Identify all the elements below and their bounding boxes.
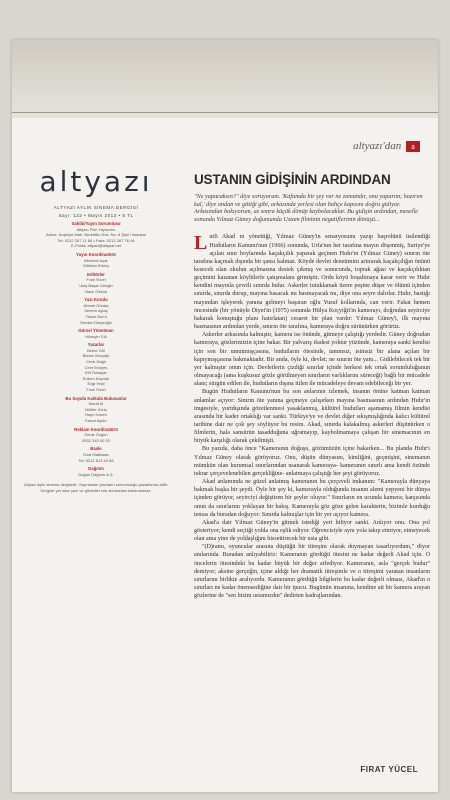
article-paragraph: Bugün Hudutların Kanunu'nun bu son anlarının izlemek, insanın önüne katman katman anlamlar açıyor: Sınırın öte yanına geçmeye çalışırken mayına basmasının ardından Hıdır'ın imgesiyle, yurtdışında gözetlenmesi yasaklanmış, kültürel hudutları aşamamış filmin kendisi arasında bir kader ortaklığı var sanki. Türkiye'ye ve devlet diğer sıkışmışlığında kalıcı kültürel tarihine dair ne çok şey söylüyor bu resim. Akad, sınırda kalakalmış askerleri düşünürken o filmlerin, hala sansürün tasadduğuna uğramayıp, kaybolmamaya çalışan bir sinemacının en büyük karşılığı olarak çekilmişti. — [194, 389, 430, 445]
top-band — [12, 40, 438, 118]
masthead-line: Ezgi Yeşil — [87, 381, 105, 387]
masthead-line: Cenk Dağlı — [86, 359, 106, 365]
logo-subtitle: ALTYAZI AYLIK SİNEMA DERGİSİ — [53, 205, 139, 210]
issue-meta: Sayı: 122 • Mayıs 2012 • 5 TL — [58, 213, 134, 218]
article-paragraph: utfi Akad ın yönettiği, Yılmaz Güney'in senaryosunu yazıp başrolünü üstlendiği Hudutların Kanunu'nun (1966) sonunda, Urfa'nın her tarafına mayın döşenmiş, Suriye'ye açılan sınır boylarında kaçakçılık yaparak geçinen Hıdır'ın (Yılmaz Güney) sınırın öte tarafına kaçmak dışında bir şansı kalmaz. Köyde devlet denetimini artırarak kaçakçılığın önünü kesecek olan okulun açılmasına destek çıkmış ve sonucunda, toprak ağası ve kaçakçılıktan geçimini kazanan köylülerle çatışmalara girmiştir. Ordu köyü boşaltmaya karar verir ve Hıdır kendini mayınla çevrili sınırda bulur. Askerler tutuklamak üzere peşine düşer ve ölümü içinden sınırda, sınırda durup, mayına basacak mı basmayacak mı, diye ona seyre dalırlar. Hıdır, bastığı mayından işleyerek yanına gelmeyi başaran oğlu Yusuf kollarında, can verir. Fakat hemen öncesinde (bir yönüyle Diyet'in (1975) sonunda Hülya Koçyiğit'in kamerayı, doğrudan seyirciye bakarak konuştuğu planı hatırlatan) cesaret bir plan vardır: Yılmaz Güney'i, ilk mayına basmasının ardından yerde, sınırın öte tarafına, kameraya doğru sürünürken görürüz. — [194, 234, 430, 331]
altyazi-logo: altyazı — [39, 165, 153, 198]
masthead-heading: Baskı — [90, 446, 102, 452]
masthead-line: Tel: 0212 267 11 60 • Faks: 0212 267 76 06 — [57, 237, 135, 243]
masthead-line: Adres: Kuştepe Mah. Bedrettin Sok. No: 8 Şişli / İstanbul — [45, 232, 147, 238]
section-label: altyazı'dan — [353, 140, 402, 152]
masthead-line: Berke Göl — [87, 347, 105, 353]
masthead-heading: Reklam Koordinatörü — [74, 426, 118, 432]
article-paragraph: Askerler arkasında kalmıştır, kamera ise önünde, gitmeye çalıştığı yerdedir. Güney doğrudan kameraya, gözlerimizin içine bakar. Bir yalvarış ifadesi yoktur yüzünde, kameraya sanki kendisi için son bir umutmuşçasına, hudutların ötesinde, tanımsız, isimsiz bir alana açılan bir kapıymışçasına bakmaktadır. Bir anda, öyle ki, devlet; ne sınırın öte yanı... Gidilebilecek tek bir yer kalmıştır onun için. Devletlerin çizdiği sınırlar içinde herkesi tek ortak sorumluluğunun olmayacağı (ama kuşkusuz gözle görülmeyen sınırların varlıklarını süreceği) bağlı bir mücadele alanı; sürgün edilen ile, hudutların dışına itilen ile mücadeleye devam edebileceği bir yer. — [194, 332, 430, 388]
magazine-page — [12, 40, 438, 792]
article-lead: "Ne yapacaksın?" diye soruyorum. 'Kafamda bir şey var ne zamandır, onu yaparım; hazırım kal,' diye ondan ve gittiği gibi, arkasında yerlesi olan bahçe kapısını doğru gidiyor. Arkasından bakıyorum, az sonra küçük dönüp kaybolacaklar. Bu gidişin ardından, meselle sonunda Yılmaz Güney doğumunda Ustam filminin negatiflerinin dönüşü... — [194, 193, 423, 223]
article-paragraph: Akad'a dair Yılmaz Güney'in gitmek istediği yeri biliyor sanki. Anlıyor onu. Ona yol gösteriyor; kendi seçtiği yolda ona eşlik ediyor. Öğrencisiyle aynı yola takıp etmiyor, etmeyecek olan ama yine de yoldaşlığını hissettirecek bir usta gibi. — [194, 519, 430, 543]
drop-cap: L — [194, 232, 208, 255]
masthead-line: Elif Özsayar — [85, 370, 107, 376]
masthead-line: Senem Aytaç — [84, 308, 108, 314]
masthead-line: Gökhan Erkılıç — [82, 263, 110, 269]
masthead-heading: Dağıtım — [88, 466, 104, 472]
masthead-line: Doğan Dağıtım A.Ş. — [78, 471, 114, 477]
article-title: USTANIN GİDİŞİNİN ARDINDAN — [194, 172, 391, 187]
masthead-line: 0532 343 00 00 — [82, 437, 110, 443]
masthead-heading: Bu Sayıda Katkıda Bulunanlar — [65, 395, 127, 401]
masthead-heading: Görsel Yönetmen — [78, 328, 114, 334]
masthead-line: Nilüfer Zorlu — [85, 406, 107, 412]
masthead-heading: Yazı Kurulu — [84, 297, 108, 303]
masthead-line: Fırat Yücel — [86, 277, 106, 283]
article — [194, 172, 430, 600]
masthead-line: Berna Gençalp — [82, 353, 110, 359]
masthead-line: E-Posta: altyazi@altyazi.net — [71, 243, 121, 249]
masthead-heading: Editörler — [87, 271, 105, 277]
masthead-line: Kanat Aydın — [85, 418, 107, 423]
masthead-line: Tel: 0212 613 43 88 — [78, 457, 114, 463]
masthead-line: Özal Matbaası — [83, 451, 109, 457]
article-paragraph: Akad anlamında ne güzel anlatmış kameranın bu çerçeveli imkanını: "Kamerayla dünyaya bakmak başka bir şeydi. Öyle bir şey ki, kamerayla olduğunda insanın alemi yepyeni bir dünya içinden görüyor, seyirciyi değiştiren bir şeyler oluyor." Sınırların en ucunda kamera; karşısında onun da sınırlarını yoklayan bir bakış. Kamerayla göz göze gelen karakterin, bizimle kurduğu temas da buradan doğuyor: Sınırda kalmışlar için bir yer açıyor kamera. — [194, 479, 430, 518]
section-header — [353, 140, 420, 152]
masthead-heading: Yazarlar — [87, 342, 105, 348]
masthead-line: Cem Erciyes — [84, 364, 108, 370]
masthead-credits — [20, 221, 172, 477]
masthead-sidebar — [20, 156, 172, 494]
author-name: FIRAT YÜCEL — [360, 765, 418, 774]
masthead-line: Serdar Kökçeoğlu — [80, 319, 112, 325]
masthead-line: Ulaş Başar Gezgin — [79, 282, 113, 288]
masthead-footer: Altyazı aylık sinema dergisidir. Yayınlanan yazıların sorumluluğu yazarlarına aittir. Dergide yer alan yazı ve görseller izin alınmadan kullanılamaz. — [24, 482, 168, 493]
masthead-heading: Sahibi/Yayın Sorumlusu — [71, 221, 121, 226]
section-box: a — [406, 141, 420, 152]
masthead-line: Nazlı Öztürk — [84, 288, 107, 294]
masthead-line: Erdem Kaynak — [82, 375, 110, 381]
masthead-line: Altyazı Film Yayıncılık — [76, 226, 116, 232]
masthead-heading: Yayın Koordinatörü — [76, 251, 116, 257]
article-paragraph: "(D)ramı, oyuncular arasına düştüğü bir titreşim olarak duymayan tasarlıyordum," diyor anılarında. Buradan anlıyabiliriz: Kameranın gördüğü ötesini ne kadar değerli Akad için. O öncelerin ötesindeki bu kadar büyük bir değer atfediyor. Kameranın, asla "gerçek budur" demiyor; aksine gerçeğin, içine aldığı her dramatik titreşimle ve o titreşimi yaratan insanların sınırlarını birlikte aralıyordu. Kameranın gördüğü bilgilerin bu kadar değerli olması, Akad'ın o sınırları ne kadar önemsediğine dair bir ipucu. Bugünün insanına, kendine ait bir kamera arayan gözlerine de "sen bizim ustamızdın" dedirten kadrajlarından. — [194, 544, 430, 600]
masthead-line: Murat İri — [88, 401, 104, 407]
masthead-line: Yeşim Burul — [85, 313, 107, 319]
masthead-line: Hüseyin Gül — [85, 333, 107, 339]
article-body — [194, 233, 430, 600]
masthead-line: Ahmet Gürata — [83, 302, 109, 308]
masthead-line: Hayri Kesen — [85, 412, 107, 418]
masthead-line: Deniz Özgün — [84, 432, 108, 438]
masthead-line: Fırat Yücel — [86, 387, 106, 393]
masthead-line: Mehmet Açar — [84, 257, 108, 263]
article-paragraph: Bu yazıda, daha önce "Kameranın doğuşu, gözümüzün içine bakarken... Bu planda Hıdır'ı Yılmaz Güney olarak görüyoruz. Onu, düşün dünyasını, kimliğini, geçmişini, sinemanın mümkün olan kurumsal sınırlarından usanarak kameraya- kameranın sınırlı ama kendi özünde tekrar çerçevelenebilen gerçekliğine- anlatmaya çalıştığı her şeyi görüyoruz. — [194, 446, 430, 477]
